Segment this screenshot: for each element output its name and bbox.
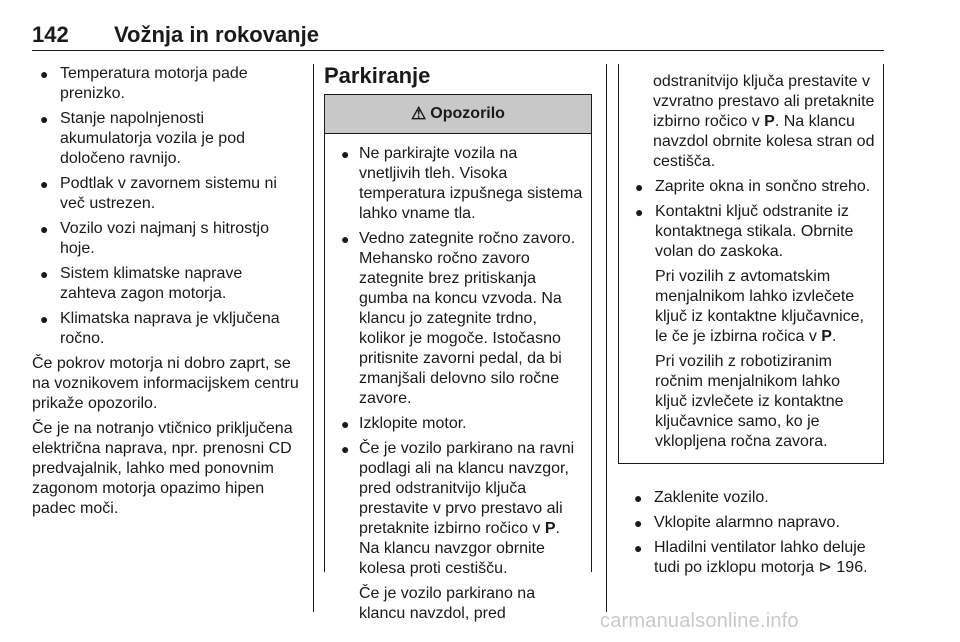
bullet-icon: ● [635,204,644,220]
page-reference-arrow-icon[interactable]: ⊳ [818,559,837,576]
bullet-icon: ● [634,490,643,506]
page-header [32,22,884,51]
list-item: ● Vozilo vozi najmanj s hitrostjo hoje. [40,220,269,257]
list-item: ● Kontaktni ključ odstranite iz kontaktnega stikala. Obrnite volan do zaskoka. Pri vozilih z avtomatskim menjalnikom lahko izvlečete ključ iz kontaktne ključavnice, le če je izbirna ročica v P. Pri vozilih z robotiziranim ročnim menjalnikom lahko ključ izvlečete iz kontaktne ključavnice samo, ko je vklopljena ročna zavora. [627,202,875,452]
watermark: carmanualsonline.info [600,610,799,632]
continued-text: odstranitvijo ključa prestavite v vzvratno prestavo ali pretaknite izbirno ročico v P. Na klancu navzdol obrnite kolesa stran od cestišča. [653,73,875,170]
list-item: ● Zaklenite vozilo. [634,489,769,506]
gear-position-p: P [821,328,832,345]
bullet-list [32,64,300,349]
list-item: ● Vklopite alarmno napravo. [634,514,840,531]
list-item: ● Hladilni ventilator lahko deluje tudi po izklopu motorja ⊳ 196. [634,539,868,576]
section-title: Parkiranje [324,63,431,88]
bullet-list [618,488,884,578]
column-divider [606,64,607,612]
list-item: ● Klimatska naprava je vključena ročno. [40,310,280,347]
gear-position-p: P [544,520,556,537]
list-item: ● Stanje napolnjenosti akumulatorja vozila je pod določeno ravnijo. [40,110,245,167]
page-title: Vožnja in rokovanje [114,22,319,47]
bullet-icon: ● [40,221,49,237]
warning-triangle-icon: ⚠ [411,104,427,123]
list-item: ● Sistem klimatske naprave zahteva zagon motorja. [40,265,243,302]
gear-position-p: P [764,113,775,130]
paragraph-hood-warning: Če pokrov motorja ni dobro zaprt, se na voznikovem informacijskem centru prikaže opozorilo. [32,355,299,412]
list-item: ● Izklopite motor. [341,415,467,432]
bullet-icon: ● [635,179,644,195]
list-item: ● Podtlak v zavornem sistemu ni več ustrezen. [40,175,277,212]
warning-box [324,94,592,622]
bullet-icon: ● [341,146,350,162]
paragraph-power-drop: Če je na notranjo vtičnico priključena električna naprava, npr. prenosni CD predvajalnik, lahko med ponovnim zagonom motorja opazimo hipen padec moči. [32,420,293,517]
warning-body [619,64,883,463]
bullet-icon: ● [40,111,49,127]
list-item: ● Ne parkirajte vozila na vnetljivih tleh. Visoka temperatura izpušnega sistema lahko vname tla. [341,145,583,222]
bullet-icon: ● [634,515,643,531]
bullet-icon: ● [634,540,643,556]
column-middle [324,63,592,622]
page-number: 142 [32,22,69,47]
sub-paragraph: Pri vozilih z avtomatskim menjalnikom lahko izvlečete ključ iz kontaktne ključavnice, le če je izbirna ročica v P. [655,268,864,345]
bullet-icon: ● [341,231,350,247]
list-item: ● Če je vozilo parkirano na ravni podlagi ali na klancu navzgor, pred odstranitvijo ključa prestavite v prvo prestavo ali pretaknite izbirno ročico v P. Na klancu navzgor obrnite kolesa proti cestišču. Če je vozilo parkirano na klancu navzdol, pred [333,439,583,624]
bullet-icon: ● [40,311,49,327]
bullet-icon: ● [40,266,49,282]
bullet-icon: ● [40,66,49,82]
bullet-list [333,144,583,624]
list-item: ● Temperatura motorja pade prenizko. [40,65,248,102]
sub-paragraph: Pri vozilih z robotiziranim ročnim menjalnikom lahko ključ izvlečete iz kontaktne ključavnice samo, ko je vklopljena ročna zavora. [655,353,844,450]
column-divider [313,64,314,612]
sub-paragraph: Če je vozilo parkirano na klancu navzdol, pred [359,585,536,622]
page-reference[interactable]: 196 [836,559,864,576]
bullet-icon: ● [40,176,49,192]
warning-header [325,94,591,134]
bullet-icon: ● [341,441,350,457]
warning-body [325,134,591,633]
warning-label: Opozorilo [430,105,505,122]
bullet-list [627,177,875,452]
bullet-icon: ● [341,416,350,432]
column-left [32,64,300,524]
warning-box-continued [618,64,884,464]
list-item: ● Zaprite okna in sončno streho. [635,178,871,195]
column-right [618,64,884,583]
list-item: ● Vedno zategnite ročno zavoro. Mehansko ročno zavoro zategnite brez pritiskanja gumba na koncu vzvoda. Na klancu jo zategnite trdno, kolikor je mogoče. Istočasno pritisnite zavorni pedal, da bi zmanjšali delovno silo ročne zavore. [341,230,576,407]
